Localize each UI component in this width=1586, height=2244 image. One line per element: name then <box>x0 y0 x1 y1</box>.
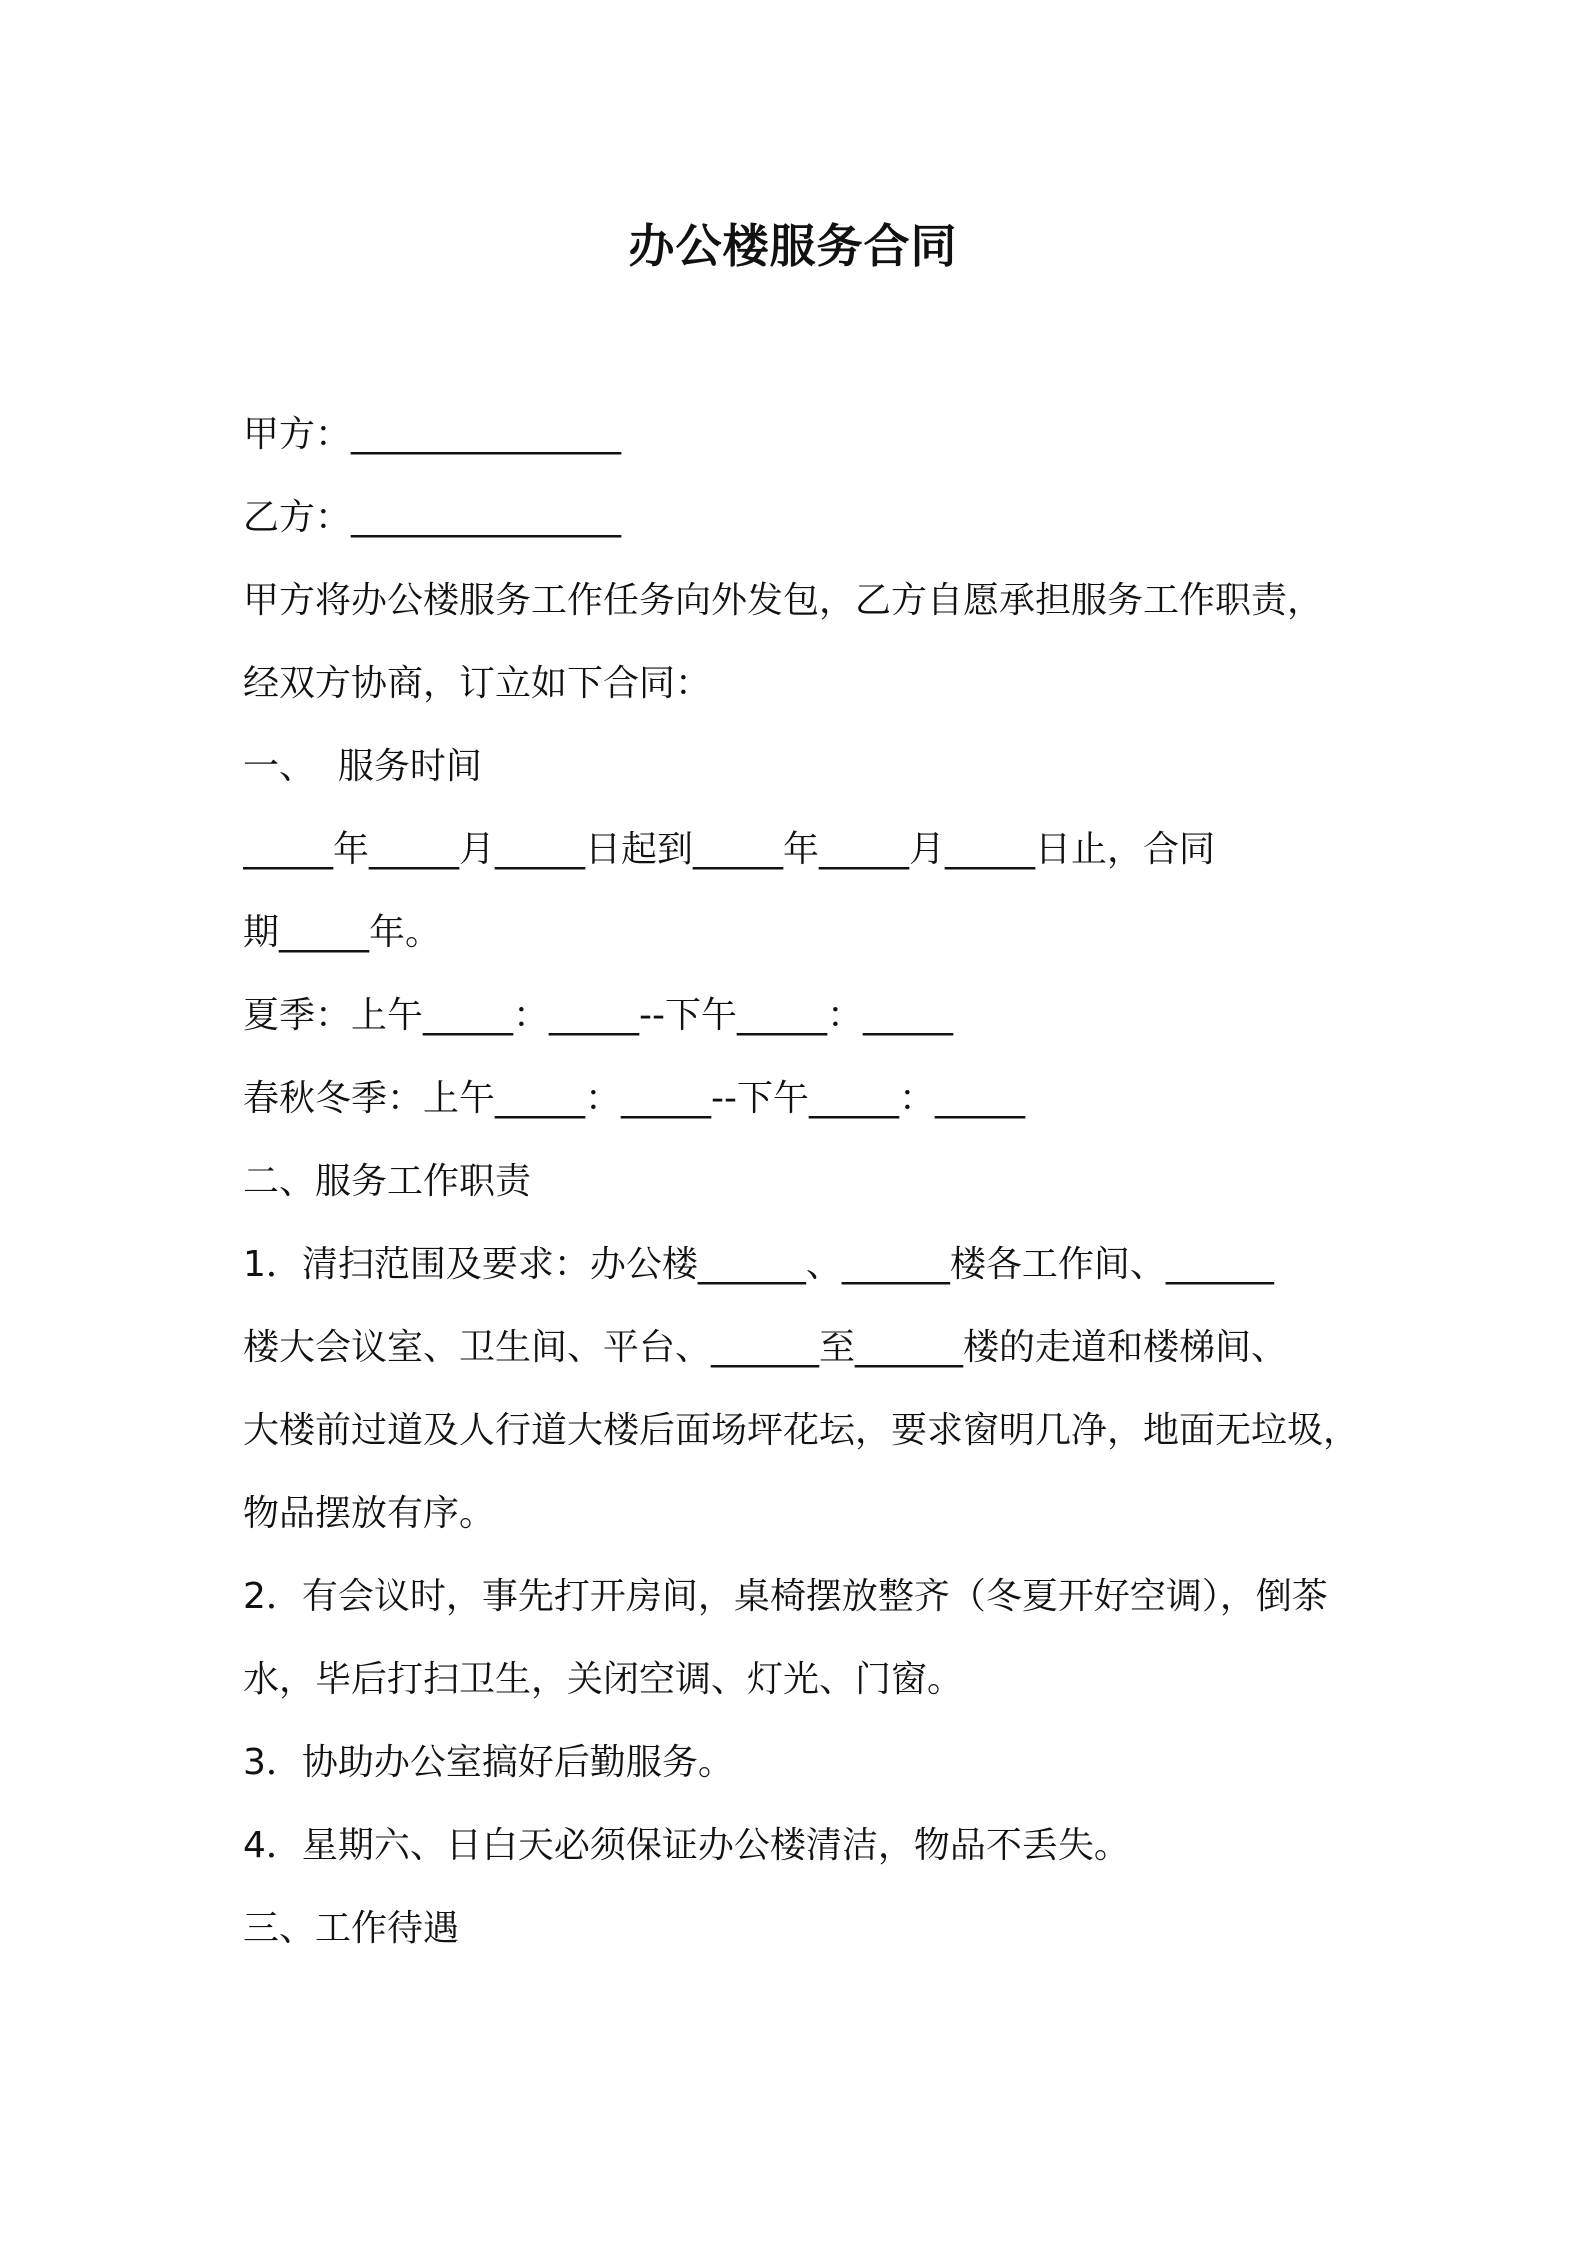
intro-line-2: 经双方协商，订立如下合同： <box>243 663 712 704</box>
document-title: 办公楼服务合同 <box>628 219 958 273</box>
duty-1-line-4: 物品摆放有序。 <box>243 1493 496 1534</box>
party-b-line: 乙方：_______________ <box>243 497 622 538</box>
service-period-line-1: _____年_____月_____日起到_____年_____月_____日止，合同 <box>243 829 1216 870</box>
section-1-heading: 一、 服务时间 <box>243 746 482 787</box>
section-2-heading: 二、服务工作职责 <box>243 1161 532 1202</box>
duty-2-line-1: 2．有会议时，事先打开房间，桌椅摆放整齐（冬夏开好空调），倒茶 <box>243 1576 1328 1617</box>
service-period-line-2: 期_____年。 <box>243 912 442 953</box>
duty-1-line-3: 大楼前过道及人行道大楼后面场坪花坛，要求窗明几净，地面无垃圾， <box>243 1410 1360 1451</box>
duty-4-line: 4．星期六、日白天必须保证办公楼清洁，物品不丢失。 <box>243 1825 1130 1866</box>
intro-line-1: 甲方将办公楼服务工作任务向外发包，乙方自愿承担服务工作职责， <box>243 580 1324 621</box>
duty-1-line-1: 1．清扫范围及要求：办公楼______、______楼各工作间、______ <box>243 1244 1274 1285</box>
duty-1-line-2: 楼大会议室、卫生间、平台、______至______楼的走道和楼梯间、 <box>243 1327 1288 1368</box>
duty-3-line: 3．协助办公室搞好后勤服务。 <box>243 1742 734 1783</box>
other-season-hours-line: 春秋冬季：上午_____：_____--下午_____：_____ <box>243 1078 1025 1119</box>
section-3-heading: 三、工作待遇 <box>243 1908 460 1949</box>
party-a-line: 甲方：_______________ <box>243 414 622 455</box>
summer-hours-line: 夏季：上午_____：_____--下午_____：_____ <box>243 995 953 1036</box>
duty-2-line-2: 水，毕后打扫卫生，关闭空调、灯光、门窗。 <box>243 1659 964 1700</box>
document-body <box>243 405 1363 1982</box>
